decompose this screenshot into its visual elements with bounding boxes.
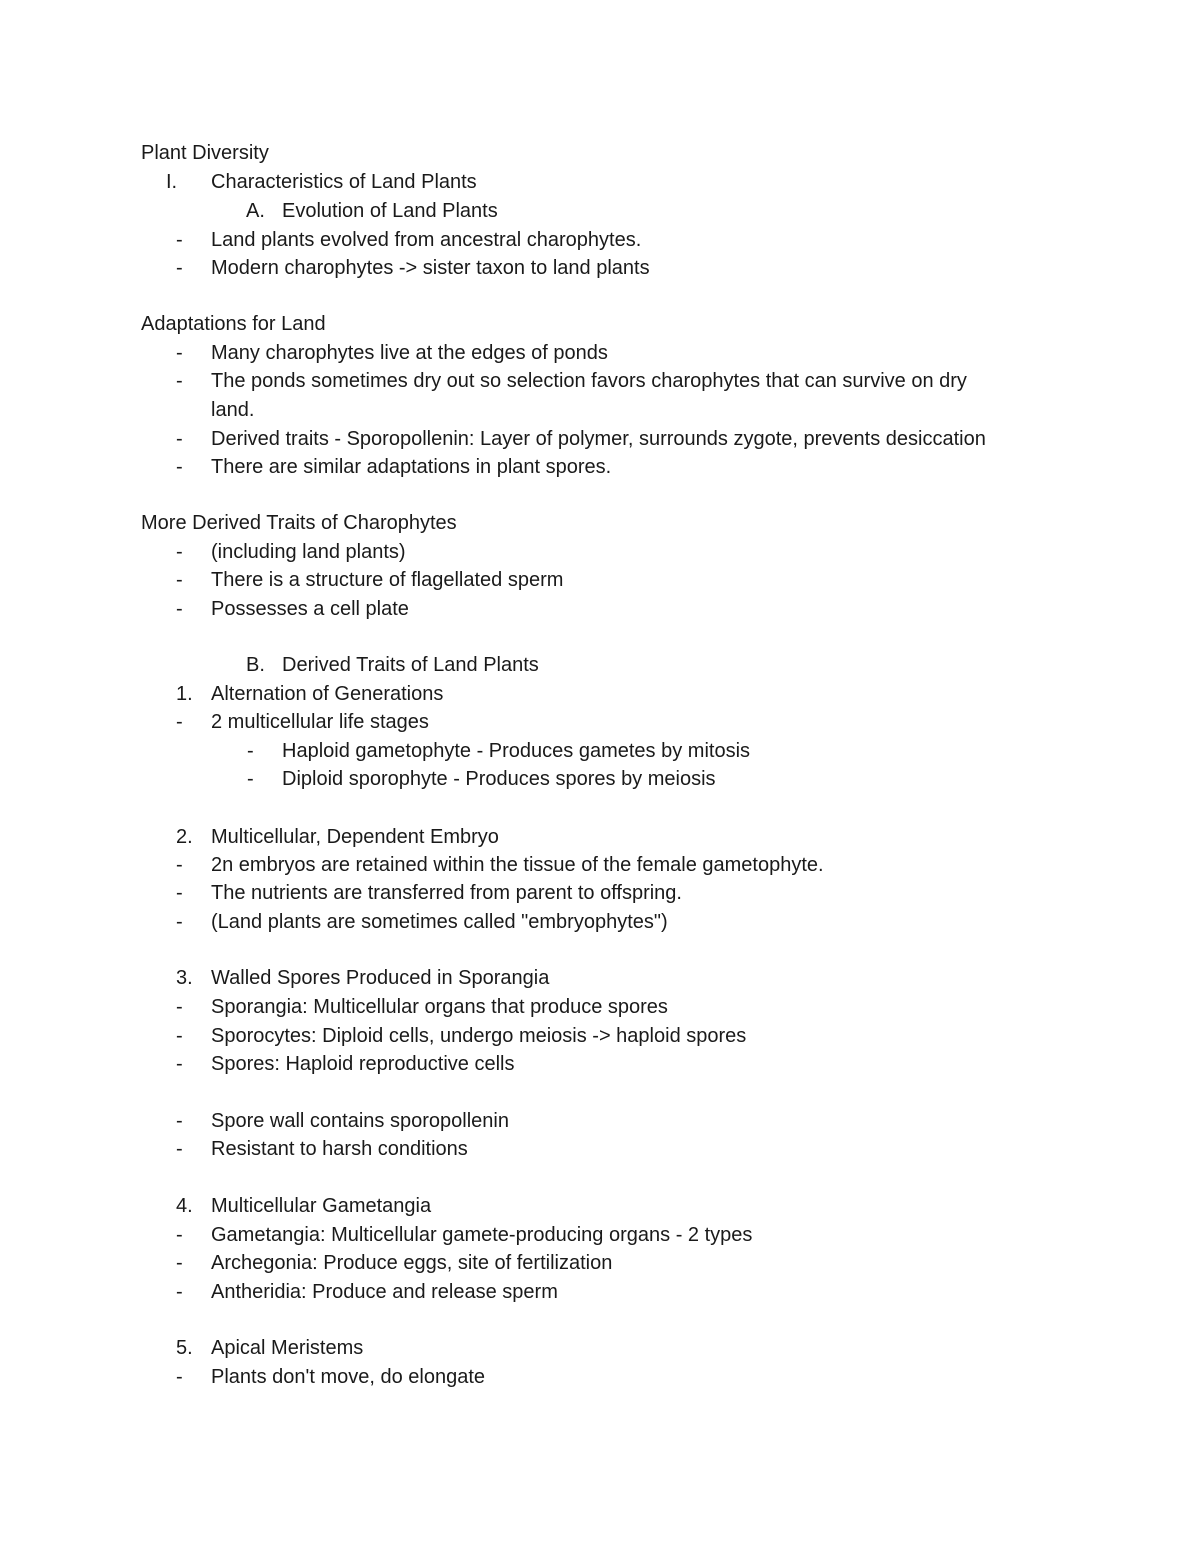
dash-bullet: - (176, 370, 183, 392)
bullet-text: Modern charophytes -> sister taxon to land plants (211, 257, 650, 279)
section-heading: Characteristics of Land Plants (211, 171, 477, 193)
dash-bullet: - (176, 541, 183, 563)
section-heading: Adaptations for Land (141, 313, 326, 335)
letter-marker: A. (246, 200, 265, 222)
bullet-text: The nutrients are transferred from parent to offspring. (211, 882, 682, 904)
roman-numeral-marker: I. (166, 171, 178, 193)
bullet-text: There are similar adaptations in plant spores. (211, 456, 612, 478)
dash-bullet: - (176, 1252, 183, 1274)
dash-bullet: - (176, 257, 183, 279)
bullet-text: Plants don't move, do elongate (211, 1366, 486, 1388)
bullet-text: Spores: Haploid reproductive cells (211, 1053, 515, 1075)
bullet-text: 2n embryos are retained within the tissue of the female gametophyte. (211, 854, 824, 876)
numbered-heading: Multicellular, Dependent Embryo (211, 826, 499, 848)
subsection-heading: Evolution of Land Plants (282, 200, 498, 222)
dash-bullet: - (247, 740, 254, 762)
number-marker: 2. (176, 826, 193, 848)
numbered-heading: Walled Spores Produced in Sporangia (211, 967, 550, 989)
bullet-text: Many charophytes live at the edges of ponds (211, 342, 608, 364)
document-title: Plant Diversity (141, 142, 269, 164)
dash-bullet: - (176, 1025, 183, 1047)
number-marker: 3. (176, 967, 193, 989)
bullet-text: Sporangia: Multicellular organs that produce spores (211, 996, 668, 1018)
dash-bullet: - (176, 882, 183, 904)
dash-bullet: - (176, 711, 183, 733)
numbered-heading: Apical Meristems (211, 1337, 364, 1359)
dash-bullet: - (176, 342, 183, 364)
bullet-text: Resistant to harsh conditions (211, 1138, 468, 1160)
dash-bullet: - (176, 456, 183, 478)
bullet-text: (Land plants are sometimes called "embryophytes") (211, 911, 668, 933)
dash-bullet: - (176, 854, 183, 876)
bullet-text: Diploid sporophyte - Produces spores by meiosis (282, 768, 716, 790)
bullet-text: The ponds sometimes dry out so selection favors charophytes that can survive on dry (211, 370, 967, 392)
dash-bullet: - (176, 598, 183, 620)
dash-bullet: - (176, 1138, 183, 1160)
bullet-text: Spore wall contains sporopollenin (211, 1110, 509, 1132)
number-marker: 4. (176, 1195, 193, 1217)
bullet-text: 2 multicellular life stages (211, 711, 429, 733)
section-heading: More Derived Traits of Charophytes (141, 512, 457, 534)
dash-bullet: - (176, 569, 183, 591)
numbered-heading: Multicellular Gametangia (211, 1195, 432, 1217)
bullet-text: Derived traits - Sporopollenin: Layer of polymer, surrounds zygote, prevents desiccation (211, 428, 986, 450)
numbered-heading: Alternation of Generations (211, 683, 444, 705)
dash-bullet: - (176, 1224, 183, 1246)
dash-bullet: - (176, 996, 183, 1018)
bullet-text: land. (211, 399, 255, 421)
dash-bullet: - (176, 911, 183, 933)
bullet-text: Haploid gametophyte - Produces gametes by mitosis (282, 740, 751, 762)
number-marker: 5. (176, 1337, 193, 1359)
dash-bullet: - (176, 1281, 183, 1303)
bullet-text: (including land plants) (211, 541, 406, 563)
dash-bullet: - (176, 1366, 183, 1388)
dash-bullet: - (176, 1053, 183, 1075)
number-marker: 1. (176, 683, 193, 705)
bullet-text: Land plants evolved from ancestral charophytes. (211, 229, 642, 251)
bullet-text: Archegonia: Produce eggs, site of fertilization (211, 1252, 613, 1274)
dash-bullet: - (176, 428, 183, 450)
letter-marker: B. (246, 654, 265, 676)
bullet-text: Gametangia: Multicellular gamete-producing organs - 2 types (211, 1224, 753, 1246)
bullet-text: Antheridia: Produce and release sperm (211, 1281, 558, 1303)
dash-bullet: - (176, 229, 183, 251)
bullet-text: Possesses a cell plate (211, 598, 409, 620)
bullet-text: There is a structure of flagellated sperm (211, 569, 564, 591)
bullet-text: Sporocytes: Diploid cells, undergo meiosis -> haploid spores (211, 1025, 747, 1047)
dash-bullet: - (176, 1110, 183, 1132)
dash-bullet: - (247, 768, 254, 790)
subsection-heading: Derived Traits of Land Plants (282, 654, 539, 676)
